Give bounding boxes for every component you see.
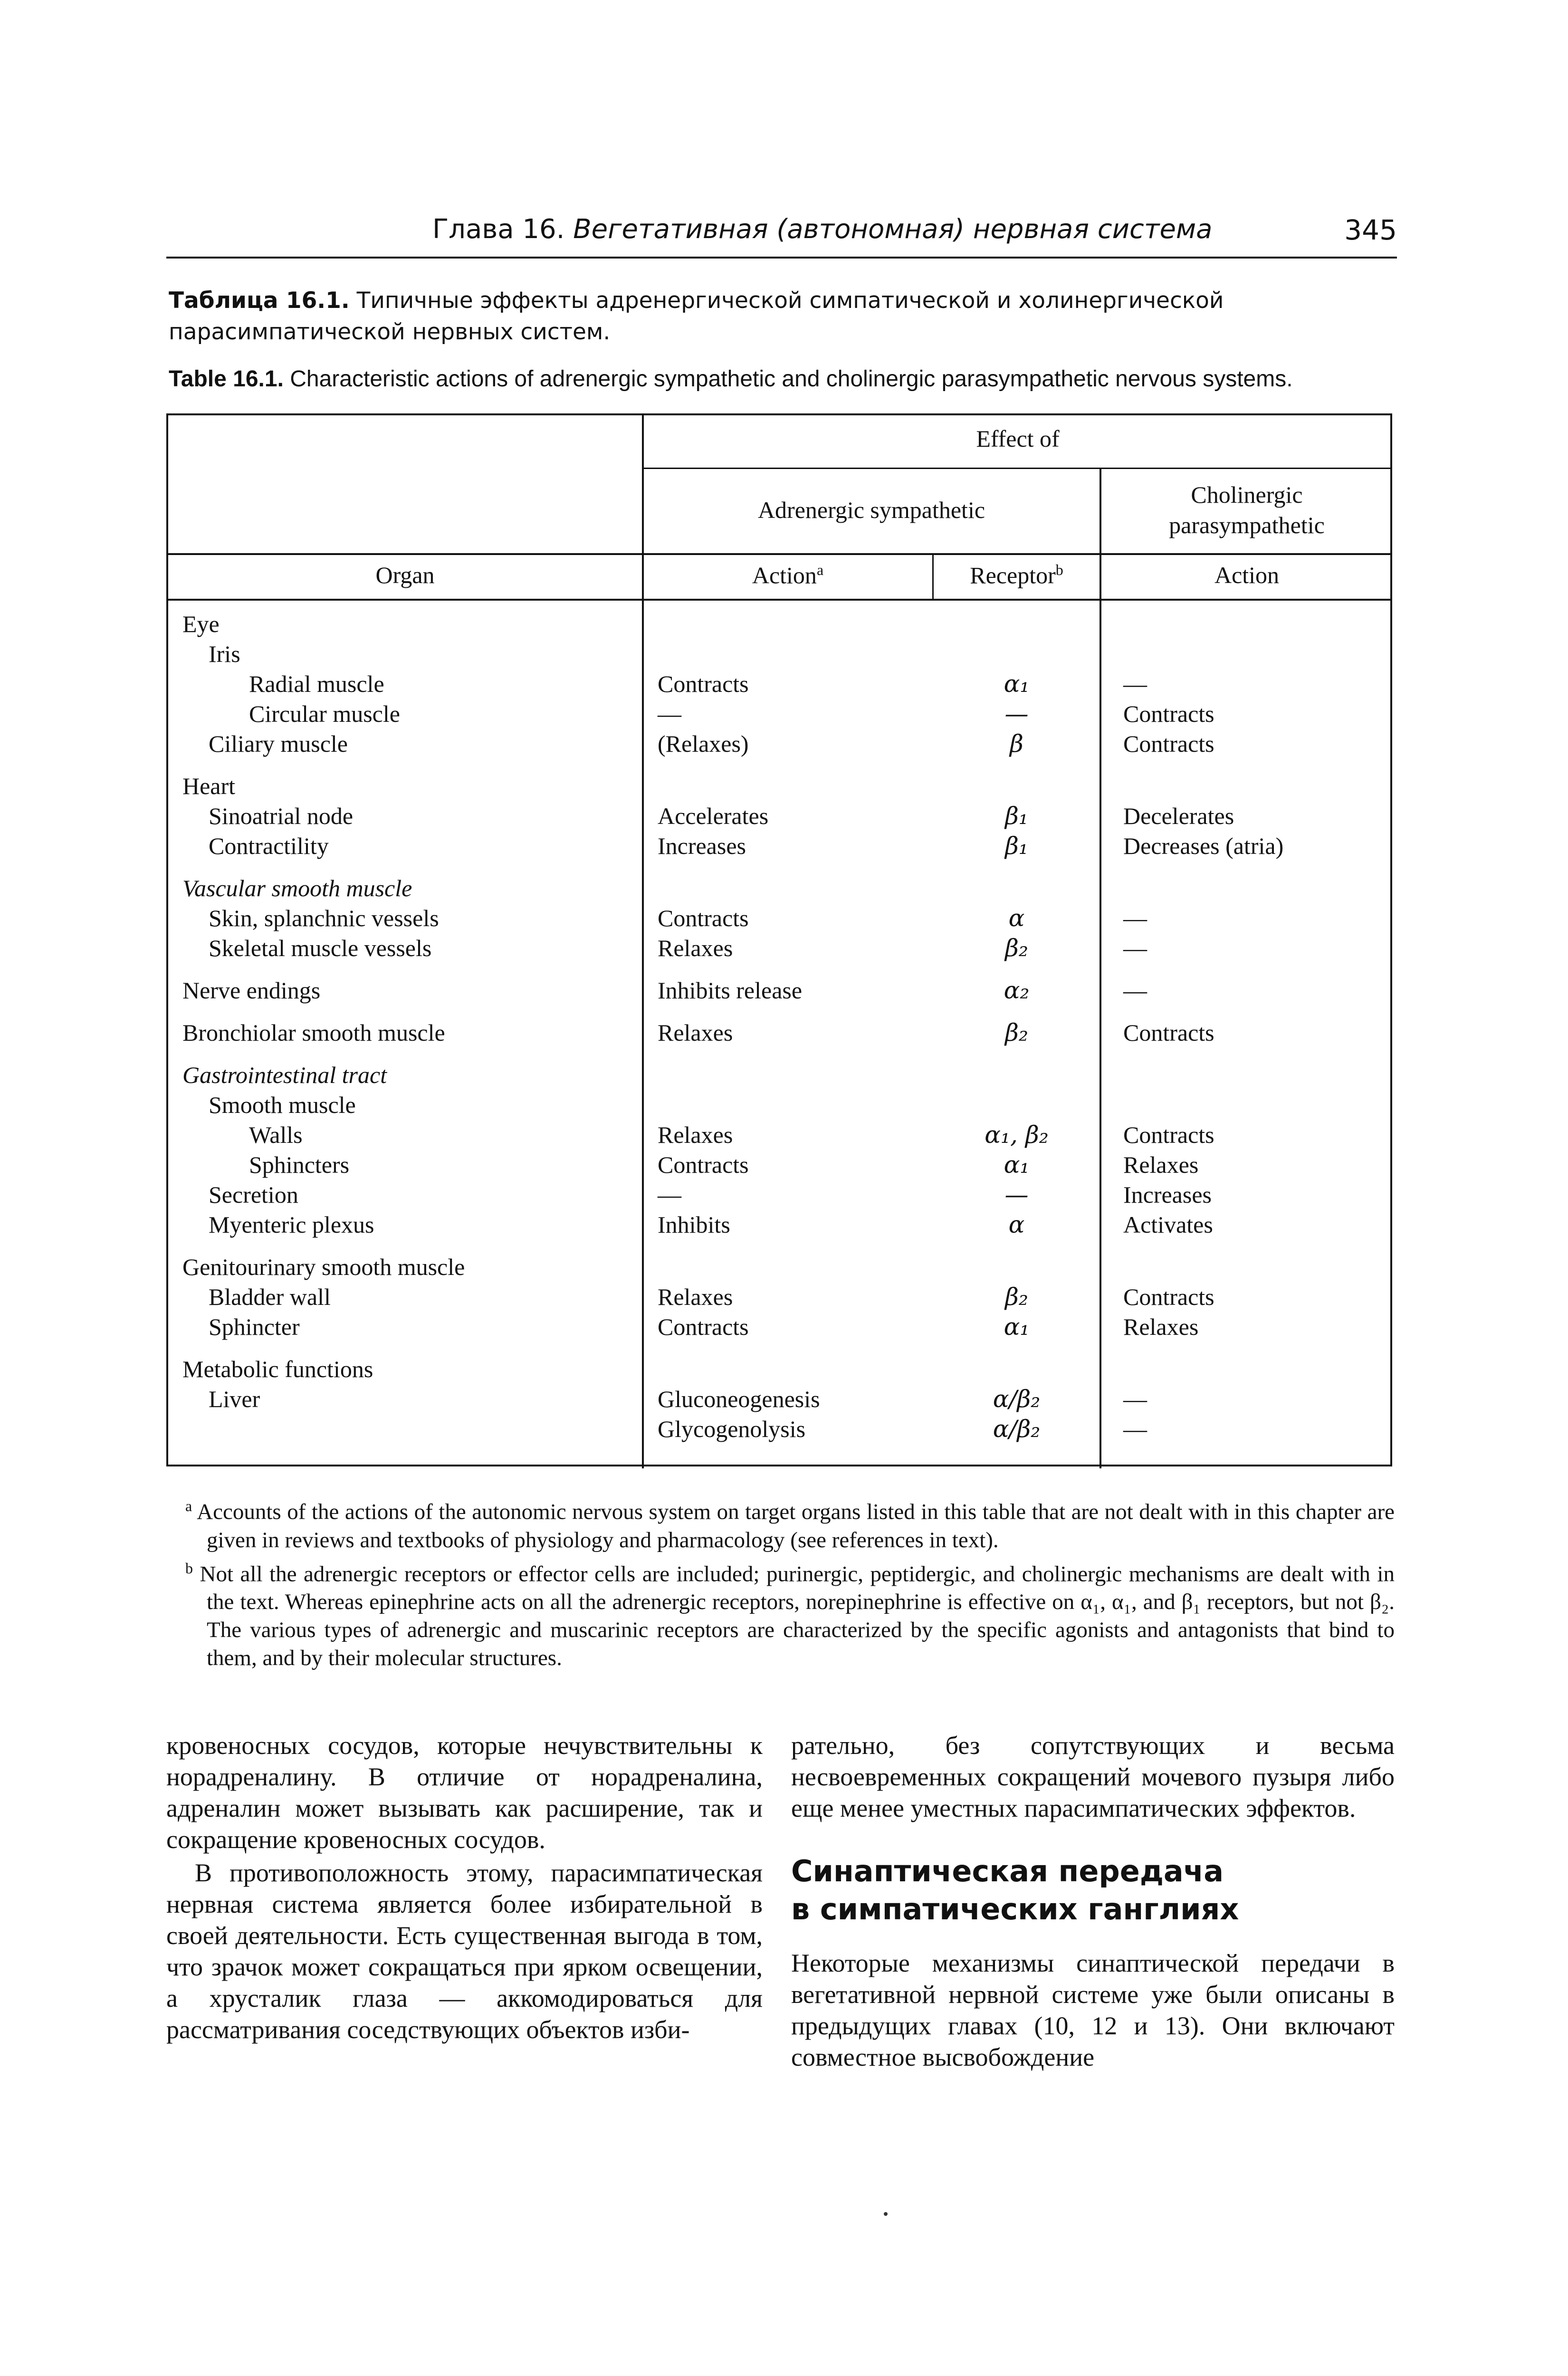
- section-heading: [791, 1852, 1395, 1928]
- organ-cell: Circular muscle: [249, 700, 400, 727]
- organ-cell: Liver: [209, 1386, 260, 1412]
- sympathetic-action-cell: Inhibits release: [658, 977, 803, 1004]
- organ-cell: Sinoatrial node: [209, 803, 354, 829]
- section-heading-line1: Синаптическая передача: [791, 1854, 1224, 1888]
- footnote-mark-a: a: [816, 561, 824, 578]
- receptor-cell: —: [1004, 1181, 1029, 1208]
- organ-cell: Sphincter: [209, 1313, 300, 1340]
- parasympathetic-action-cell: Contracts: [1123, 730, 1214, 757]
- organ-cell: Secretion: [209, 1181, 298, 1208]
- organ-cell: Contractility: [209, 833, 329, 859]
- section-heading-line2: в симпатических ганглиях: [791, 1892, 1239, 1926]
- footnotes: [185, 1492, 1395, 1672]
- table-rule: [1100, 468, 1101, 1468]
- chapter-title: [432, 214, 1212, 245]
- parasympathetic-action-cell: Activates: [1123, 1211, 1213, 1238]
- parasympathetic-action-cell: Contracts: [1123, 1121, 1214, 1148]
- parasympathetic-action-cell: Decelerates: [1123, 803, 1234, 829]
- organ-cell: Skin, splanchnic vessels: [209, 905, 439, 931]
- parasympathetic-action-cell: Relaxes: [1123, 1151, 1199, 1178]
- running-head: [166, 209, 1397, 259]
- receptor-cell: α₁: [1004, 1313, 1030, 1341]
- organ-cell: Skeletal muscle vessels: [209, 935, 432, 961]
- organ-cell: Heart: [182, 773, 236, 799]
- footnote-a-mark: a: [185, 1497, 192, 1514]
- parasympathetic-action-cell: Increases: [1123, 1181, 1212, 1208]
- footnote-mark-b: b: [1055, 561, 1063, 578]
- receptor-cell: α₁, β₂: [985, 1121, 1049, 1149]
- parasympathetic-action-cell: Decreases (atria): [1123, 833, 1284, 859]
- header-cholinergic-line2: parasympathetic: [1169, 512, 1325, 538]
- table-rule: [643, 468, 1392, 469]
- organ-cell: Vascular smooth muscle: [182, 875, 412, 901]
- header-organ: Organ: [375, 562, 435, 588]
- receptor-cell: α/β₂: [993, 1385, 1041, 1413]
- receptor-cell: α₁: [1004, 1151, 1030, 1178]
- organ-cell: Radial muscle: [249, 671, 384, 697]
- parasympathetic-action-cell: Contracts: [1123, 1019, 1214, 1046]
- caption-ru-text: Типичные эффекты адренергической симпатической и холинергической парасимпатической нервных систем.: [169, 287, 1224, 345]
- organ-cell: Walls: [249, 1121, 303, 1148]
- page-speck: [884, 2212, 888, 2216]
- header-cholinergic-line1: Cholinergic: [1191, 481, 1303, 508]
- sympathetic-action-cell: Increases: [658, 833, 746, 859]
- page-number: 345: [1344, 214, 1397, 246]
- parasympathetic-action-cell: Contracts: [1123, 1284, 1214, 1310]
- sympathetic-action-cell: Relaxes: [658, 1284, 733, 1310]
- receptor-cell: β: [1010, 730, 1023, 757]
- sympathetic-action-cell: Gluconeogenesis: [658, 1386, 820, 1412]
- footnote-b: [185, 1554, 1395, 1673]
- header-receptor-label: Receptor: [970, 562, 1056, 589]
- header-effect-of: Effect of: [976, 425, 1060, 452]
- receptor-cell: —: [1004, 700, 1029, 728]
- organ-cell: Nerve endings: [182, 977, 321, 1004]
- receptor-cell: α: [1008, 1211, 1025, 1238]
- body-column-right: [791, 1730, 1395, 2073]
- body-paragraph: кровеносных сосудов, которые нечувствительны к норадреналину. В отличие от норадреналина, адреналин может вызывать как расширение, так и сокращение кровеносных сосудов.: [166, 1731, 763, 1854]
- footnote-a: [185, 1492, 1395, 1554]
- sympathetic-action-cell: Glycogenolysis: [658, 1416, 806, 1442]
- parasympathetic-action-cell: —: [1123, 671, 1147, 697]
- receptor-cell: β₂: [1005, 1283, 1028, 1311]
- organ-cell: Iris: [209, 641, 240, 667]
- sympathetic-action-cell: (Relaxes): [658, 730, 749, 757]
- parasympathetic-action-cell: —: [1123, 1386, 1147, 1412]
- chapter-title-text: Вегетативная (автономная) нервная система: [573, 214, 1213, 245]
- organ-cell: Sphincters: [249, 1151, 350, 1178]
- receptor-cell: β₂: [1005, 1019, 1028, 1046]
- footnote-b-mark: b: [185, 1559, 193, 1577]
- parasympathetic-action-cell: Relaxes: [1123, 1313, 1199, 1340]
- caption-en-text: Characteristic actions of adrenergic sympathetic and cholinergic parasympathetic nervous systems.: [290, 366, 1293, 392]
- receptor-cell: α₁: [1004, 670, 1030, 698]
- parasympathetic-action-cell: —: [1123, 1416, 1147, 1442]
- footnote-a-text: Accounts of the actions of the autonomic nervous system on target organs listed in this table that are not dealt with in this chapter are given in reviews and textbooks of physiology and pharmacology (see references in text).: [197, 1499, 1395, 1552]
- table-rule: [168, 599, 1392, 601]
- sympathetic-action-cell: Contracts: [658, 671, 749, 697]
- header-receptor: [934, 561, 1100, 589]
- organ-cell: Genitourinary smooth muscle: [182, 1254, 465, 1280]
- receptor-cell: α: [1008, 904, 1025, 932]
- header-action-sympathetic: [643, 561, 932, 589]
- header-adrenergic: Adrenergic sympathetic: [757, 497, 985, 523]
- receptor-cell: β₁: [1005, 802, 1028, 830]
- parasympathetic-action-cell: —: [1123, 905, 1147, 931]
- parasympathetic-action-cell: Contracts: [1123, 700, 1214, 727]
- sympathetic-action-cell: Accelerates: [658, 803, 769, 829]
- body-paragraph: рательно, без сопутствующих и весьма несвоевременных сокращений мочевого пузыря либо еще менее уместных парасимпатических эффектов.: [791, 1731, 1395, 1822]
- sympathetic-action-cell: Relaxes: [658, 1019, 733, 1046]
- header-cholinergic: [1101, 479, 1392, 540]
- parasympathetic-action-cell: —: [1123, 977, 1147, 1004]
- body-paragraph: В противоположность этому, парасимпатическая нервная система является более избирательной в своей деятельности. Есть существенная выгода в том, что зрачок может сокращаться при ярком освещении, а хрусталик глаза — аккомодироваться для рассматривания соседствующих объектов изби-: [166, 1859, 763, 2044]
- organ-cell: Bladder wall: [209, 1284, 331, 1310]
- sympathetic-action-cell: Contracts: [658, 905, 749, 931]
- sympathetic-action-cell: Inhibits: [658, 1211, 730, 1238]
- organ-cell: Ciliary muscle: [209, 730, 348, 757]
- organ-cell: Bronchiolar smooth muscle: [182, 1019, 445, 1046]
- receptor-cell: β₂: [1005, 934, 1028, 962]
- caption-en-label: Table 16.1.: [169, 366, 284, 392]
- table-rule: [168, 553, 1392, 555]
- sympathetic-action-cell: Contracts: [658, 1151, 749, 1178]
- effects-table: [166, 413, 1392, 1466]
- sympathetic-action-cell: Contracts: [658, 1313, 749, 1340]
- receptor-cell: α/β₂: [993, 1415, 1041, 1443]
- sympathetic-action-cell: Relaxes: [658, 935, 733, 961]
- organ-cell: Metabolic functions: [182, 1356, 373, 1382]
- header-action-parasympathetic: Action: [1214, 562, 1280, 588]
- receptor-cell: β₁: [1005, 832, 1028, 860]
- organ-cell: Smooth muscle: [209, 1092, 356, 1118]
- sympathetic-action-cell: —: [658, 1181, 681, 1208]
- chapter-label: Глава 16.: [432, 214, 565, 245]
- caption-ru-label: Таблица 16.1.: [169, 287, 350, 314]
- sympathetic-action-cell: —: [658, 700, 681, 727]
- organ-cell: Gastrointestinal tract: [182, 1062, 387, 1088]
- receptor-cell: α₂: [1004, 977, 1030, 1004]
- sympathetic-action-cell: Relaxes: [658, 1121, 733, 1148]
- organ-cell: Myenteric plexus: [209, 1211, 374, 1238]
- body-column-left: [166, 1730, 763, 2045]
- table-caption-ru: [169, 285, 1399, 348]
- organ-cell: Eye: [182, 611, 220, 637]
- parasympathetic-action-cell: —: [1123, 935, 1147, 961]
- body-paragraph: Некоторые механизмы синаптической передачи в вегетативной нервной системе уже были описаны в предыдущих главах (10, 12 и 13). Они включают совместное высвобождение: [791, 1949, 1395, 2071]
- footnote-b-text: Not all the adrenergic receptors or effector cells are included; purinergic, peptidergic, and cholinergic mechanisms are dealt with in the text. Whereas epinephrine acts on all the adrenergic receptors, norepinephrine is effective on α₁, α₁, and β₁ receptors, but not β₂. The various types of adrenergic and muscarinic receptors are characterized by the specific agonists and antagonists that bind to them, and by their molecular structures.: [200, 1562, 1395, 1671]
- table-caption-en: [169, 364, 1399, 395]
- header-action-sympathetic-label: Action: [752, 562, 817, 589]
